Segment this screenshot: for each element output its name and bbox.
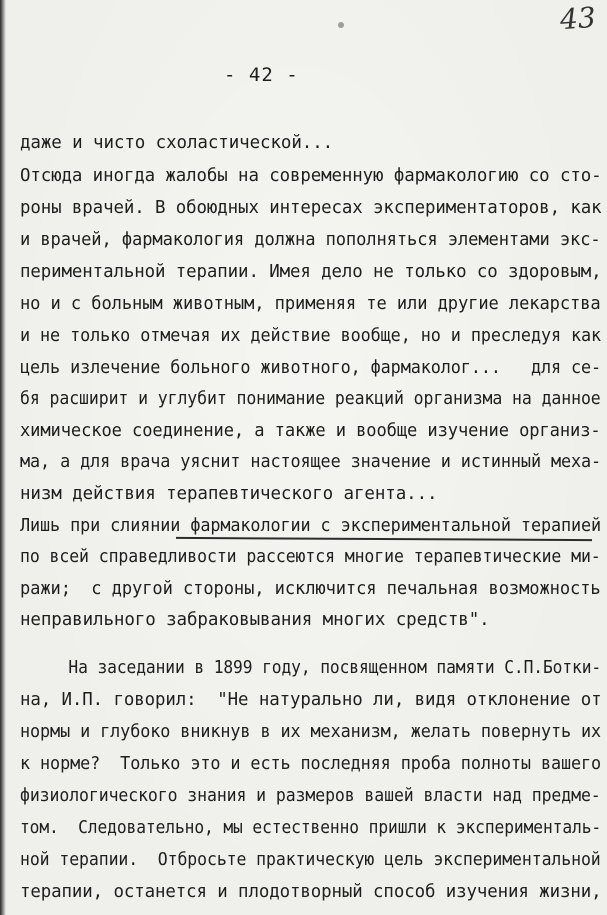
text-line: бя расширит и углубит понимание реакций организма на данное — [20, 389, 601, 409]
text-line: роны врачей. В обоюдных интересах экспериментаторов, как — [20, 198, 602, 218]
text-line: даже и чисто схоластической... — [20, 133, 334, 153]
text-line: периментальной терапии. Имея дело не только со здоровым, — [20, 262, 602, 282]
text-line: и не только отмечая их действие вообще, но и преследуя как — [20, 326, 602, 346]
underline-mark — [176, 537, 592, 541]
text-line: физиологического знания и размеров вашей власти над предме- — [20, 786, 601, 806]
text-line: и врачей, фармакология должна пополняться элементами экс- — [20, 230, 601, 250]
text-line: цель излечение больного животного, фармаколог... для се- — [20, 358, 602, 378]
text-line: к норме? Только это и есть последняя проба полноты вашего — [20, 754, 602, 774]
text-line: нормы и глубоко вникнув в их механизм, желать повернуть их — [20, 722, 602, 742]
text-line: ма, а для врача уяснит настоящее значение и истинный меха- — [20, 452, 602, 472]
text-line: том. Следовательно, мы естественно пришли к эксперименталь- — [20, 818, 602, 838]
text-line: Отсюда иногда жалобы на современную фармакологию со сто- — [20, 166, 602, 186]
punch-mark — [338, 22, 344, 28]
scan-edge — [0, 0, 6, 915]
text-line: химическое соединение, а также и вообще изучение организ- — [20, 421, 601, 441]
text-line: Лишь при слиянии фармакологии с экспериментальной терапией — [20, 516, 602, 536]
text-line: неправильного забраковывания многих средств". — [20, 610, 490, 630]
text-line: ражи; с другой стороны, исключится печальная возможность — [20, 579, 601, 599]
text-line: ной терапии. Отбросьте практическую цель экспериментальной — [20, 850, 601, 870]
text-line: по всей справедливости рассеются многие терапевтические ми- — [20, 547, 601, 567]
text-line: терапии, останется и плодотворный способ изучения жизни, — [20, 882, 602, 902]
text-line: низм действия терапевтического агента... — [20, 484, 438, 504]
archive-page-number: 43 — [558, 0, 597, 37]
text-line: На заседании в 1899 году, посвященном памяти С.П.Ботки- — [20, 658, 602, 678]
text-line: на, И.П. говорил: "Не натурально ли, видя отклонение от — [20, 690, 602, 710]
text-line: но и с больным животным, применяя те или другие лекарства — [20, 294, 601, 314]
page-number: - 42 - — [224, 64, 299, 86]
